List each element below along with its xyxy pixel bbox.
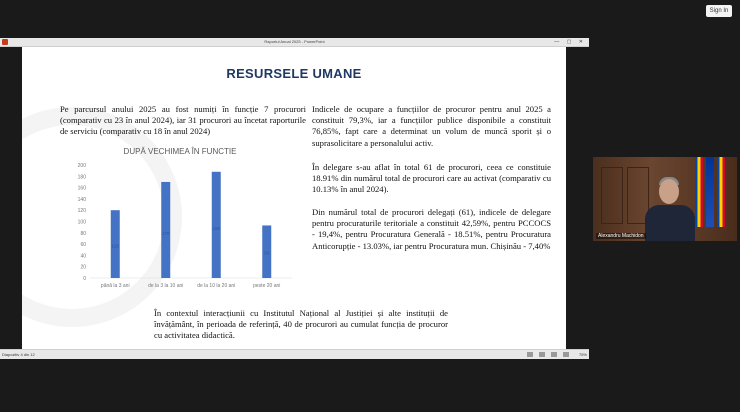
slide-sorter-icon[interactable]: [539, 352, 545, 357]
y-tick-label: 180: [77, 174, 86, 181]
person-body: [645, 205, 695, 241]
bar-value-label: 188: [212, 226, 221, 232]
seniority-bar-chart: [60, 143, 300, 293]
x-category-label: de la 10 la 20 ani: [197, 283, 236, 289]
y-tick-label: 0: [83, 276, 86, 282]
slide: [22, 47, 566, 350]
reading-view-icon[interactable]: [551, 352, 557, 357]
zoom-level[interactable]: 75%: [578, 352, 587, 357]
powerpoint-window: [0, 38, 589, 359]
sign-in-button[interactable]: Sign In: [706, 5, 732, 17]
y-tick-label: 140: [77, 196, 86, 203]
y-tick-label: 100: [77, 219, 86, 226]
x-category-label: peste 20 ani: [253, 283, 281, 289]
y-tick-label: 40: [80, 253, 86, 260]
status-bar: [0, 349, 589, 359]
y-tick-label: 20: [80, 264, 86, 271]
bar-value-label: 170: [161, 230, 170, 236]
normal-view-icon[interactable]: [527, 352, 533, 357]
participant-video[interactable]: [593, 157, 737, 241]
y-tick-label: 160: [77, 185, 86, 192]
flag-moldova-icon: [717, 157, 725, 227]
y-tick-label: 120: [77, 208, 86, 215]
paragraph-delegation: În delegare s-au aflat în total 61 de procurori, ceea ce constituie 18.91% din numărul total de procurori care au activat (comparativ cu 10.13% în anul 2024).: [312, 162, 551, 195]
paragraph-teaching: În contextul interacțiunii cu Institutul Național al Justiției și alte instituții de învățământ, în perioada de referință, 40 de procurori au cumulat funcția de procuror cu activitatea didactică.: [154, 308, 448, 341]
slide-stage: [0, 47, 589, 350]
paragraph-occupancy: Indicele de ocupare a funcțiilor de procuror pentru anul 2025 a constituit 79,3%, iar a funcțiilor publice disponibile a constituit 76,85%, fapt care a determinat un volum de muncă sporit și o suprasolicitare a personalului activ.: [312, 104, 551, 148]
flag-eu-icon: [706, 157, 714, 227]
bar-value-label: 120: [111, 243, 120, 249]
wall-panel: [601, 167, 623, 224]
bar-value-label: 93: [264, 250, 270, 256]
window-controls-icon[interactable]: — ▢ ✕: [554, 39, 586, 45]
person-head: [659, 179, 679, 204]
flag-moldova-icon: [695, 157, 703, 227]
chart-title: DUPĂ VECHIMEA ÎN FUNCTIE: [123, 147, 237, 156]
paragraph-appointments: Pe parcursul anului 2025 au fost numiți în funcție 7 procurori (comparativ cu 23 în anul 2024), iar 31 procurori au încetat raporturile de serviciu (comparativ cu 18 în anul 2024): [60, 104, 306, 137]
slide-indicator: Diapozitiv 4 din 12: [2, 352, 35, 357]
window-titlebar: [0, 38, 589, 47]
y-tick-label: 80: [80, 230, 86, 237]
y-tick-label: 200: [77, 163, 86, 169]
paragraph-delegation-breakdown: Din numărul total de procurori delegați (61), indicele de delegare pentru procuraturile teritoriale a constituit 42,59%, pentru PCCOCS - 19,4%, pentru Procuratura Generală - 18.51%, pentru Procuratura Anticorupție - 13.03%, iar pentru Procuratura mun. Chișinău - 7,40%: [312, 207, 551, 251]
x-category-label: până la 3 ani: [100, 283, 130, 289]
slide-title: RESURSELE UMANE: [226, 66, 362, 81]
x-category-label: de la 3 la 10 ani: [148, 283, 184, 289]
y-tick-label: 60: [80, 242, 86, 249]
bar: [212, 172, 221, 278]
window-title: Raportul Anual 2025 - PowerPoint: [264, 39, 325, 44]
view-buttons[interactable]: [527, 352, 569, 357]
participant-name: Alexandru Machidon: [598, 233, 644, 239]
slideshow-icon[interactable]: [563, 352, 569, 357]
